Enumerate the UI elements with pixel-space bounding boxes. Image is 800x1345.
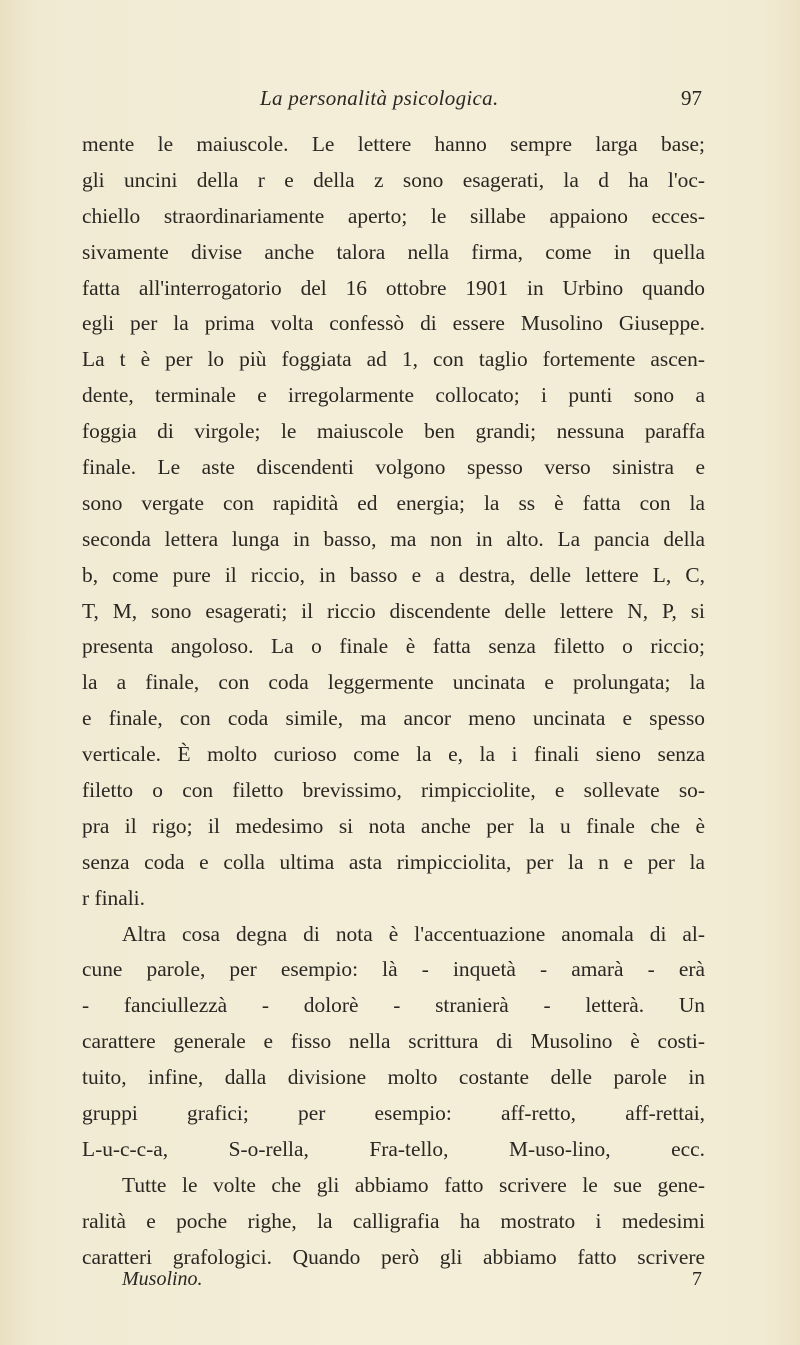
text-line: carattere generale e fisso nella scrittura di Musolino è costi-	[82, 1029, 705, 1054]
text-line: gli uncini della r e della z sono esagerati, la d ha l'oc-	[82, 167, 705, 192]
text-line: verticale. È molto curioso come la e, la i finali sieno senza	[82, 742, 705, 767]
text-line: finale. Le aste discendenti volgono spesso verso sinistra e	[82, 455, 705, 480]
text-line: chiello straordinariamente aperto; le sillabe appaiono ecces-	[82, 203, 705, 228]
text-line: ralità e poche righe, la calligrafia ha mostrato i medesimi	[82, 1208, 705, 1233]
text-line: T, M, sono esagerati; il riccio discendente delle lettere N, P, si	[82, 598, 705, 623]
page-number: 97	[681, 86, 702, 110]
page-footer	[82, 1268, 702, 1298]
text-line: tuito, infine, dalla divisione molto costante delle parole in	[82, 1065, 705, 1090]
text-line: foggia di virgole; le maiuscole ben grandi; nessuna paraffa	[82, 419, 705, 444]
text-line: dente, terminale e irregolarmente collocato; i punti sono a	[82, 383, 705, 408]
text-line: L-u-c-c-a, S-o-rella, Fra-tello, M-uso-lino, ecc.	[82, 1136, 705, 1161]
text-line: sivamente divise anche talora nella firma, come in quella	[82, 239, 705, 264]
text-line: pra il rigo; il medesimo si nota anche per la u finale che è	[82, 813, 705, 838]
signature-mark: Musolino.	[122, 1268, 203, 1290]
text-line: Altra cosa degna di nota è l'accentuazione anomala di al-	[122, 921, 705, 946]
text-line: seconda lettera lunga in basso, ma non in alto. La pancia della	[82, 526, 705, 551]
text-line: caratteri grafologici. Quando però gli abbiamo fatto scrivere	[82, 1244, 705, 1269]
text-line: e finale, con coda simile, ma ancor meno uncinata e spesso	[82, 706, 705, 731]
signature-number: 7	[692, 1268, 702, 1290]
text-line: gruppi grafici; per esempio: aff-retto, aff-rettai,	[82, 1101, 705, 1126]
text-line: presenta angoloso. La o finale è fatta senza filetto o riccio;	[82, 634, 705, 659]
text-line: b, come pure il riccio, in basso e a destra, delle lettere L, C,	[82, 562, 705, 587]
page-header	[82, 86, 702, 116]
text-line: - fanciullezzà - dolorè - stranierà - letterà. Un	[82, 993, 705, 1018]
text-line: egli per la prima volta confessò di essere Musolino Giuseppe.	[82, 311, 705, 336]
text-line: fatta all'interrogatorio del 16 ottobre 1901 in Urbino quando	[82, 275, 705, 300]
text-line: La t è per lo più foggiata ad 1, con taglio fortemente ascen-	[82, 347, 705, 372]
text-line: filetto o con filetto brevissimo, rimpicciolite, e sollevate so-	[82, 778, 705, 803]
text-line: Tutte le volte che gli abbiamo fatto scrivere le sue gene-	[122, 1172, 705, 1197]
text-line: la a finale, con coda leggermente uncinata e prolungata; la	[82, 670, 705, 695]
running-title: La personalità psicologica.	[260, 86, 499, 110]
text-line: cune parole, per esempio: là - inquetà - amarà - erà	[82, 957, 705, 982]
text-line: r finali.	[82, 885, 145, 910]
text-line: sono vergate con rapidità ed energia; la ss è fatta con la	[82, 490, 705, 515]
text-line: senza coda e colla ultima asta rimpicciolita, per la n e per la	[82, 849, 705, 874]
text-line: mente le maiuscole. Le lettere hanno sempre larga base;	[82, 132, 705, 156]
body-text	[82, 127, 705, 1276]
